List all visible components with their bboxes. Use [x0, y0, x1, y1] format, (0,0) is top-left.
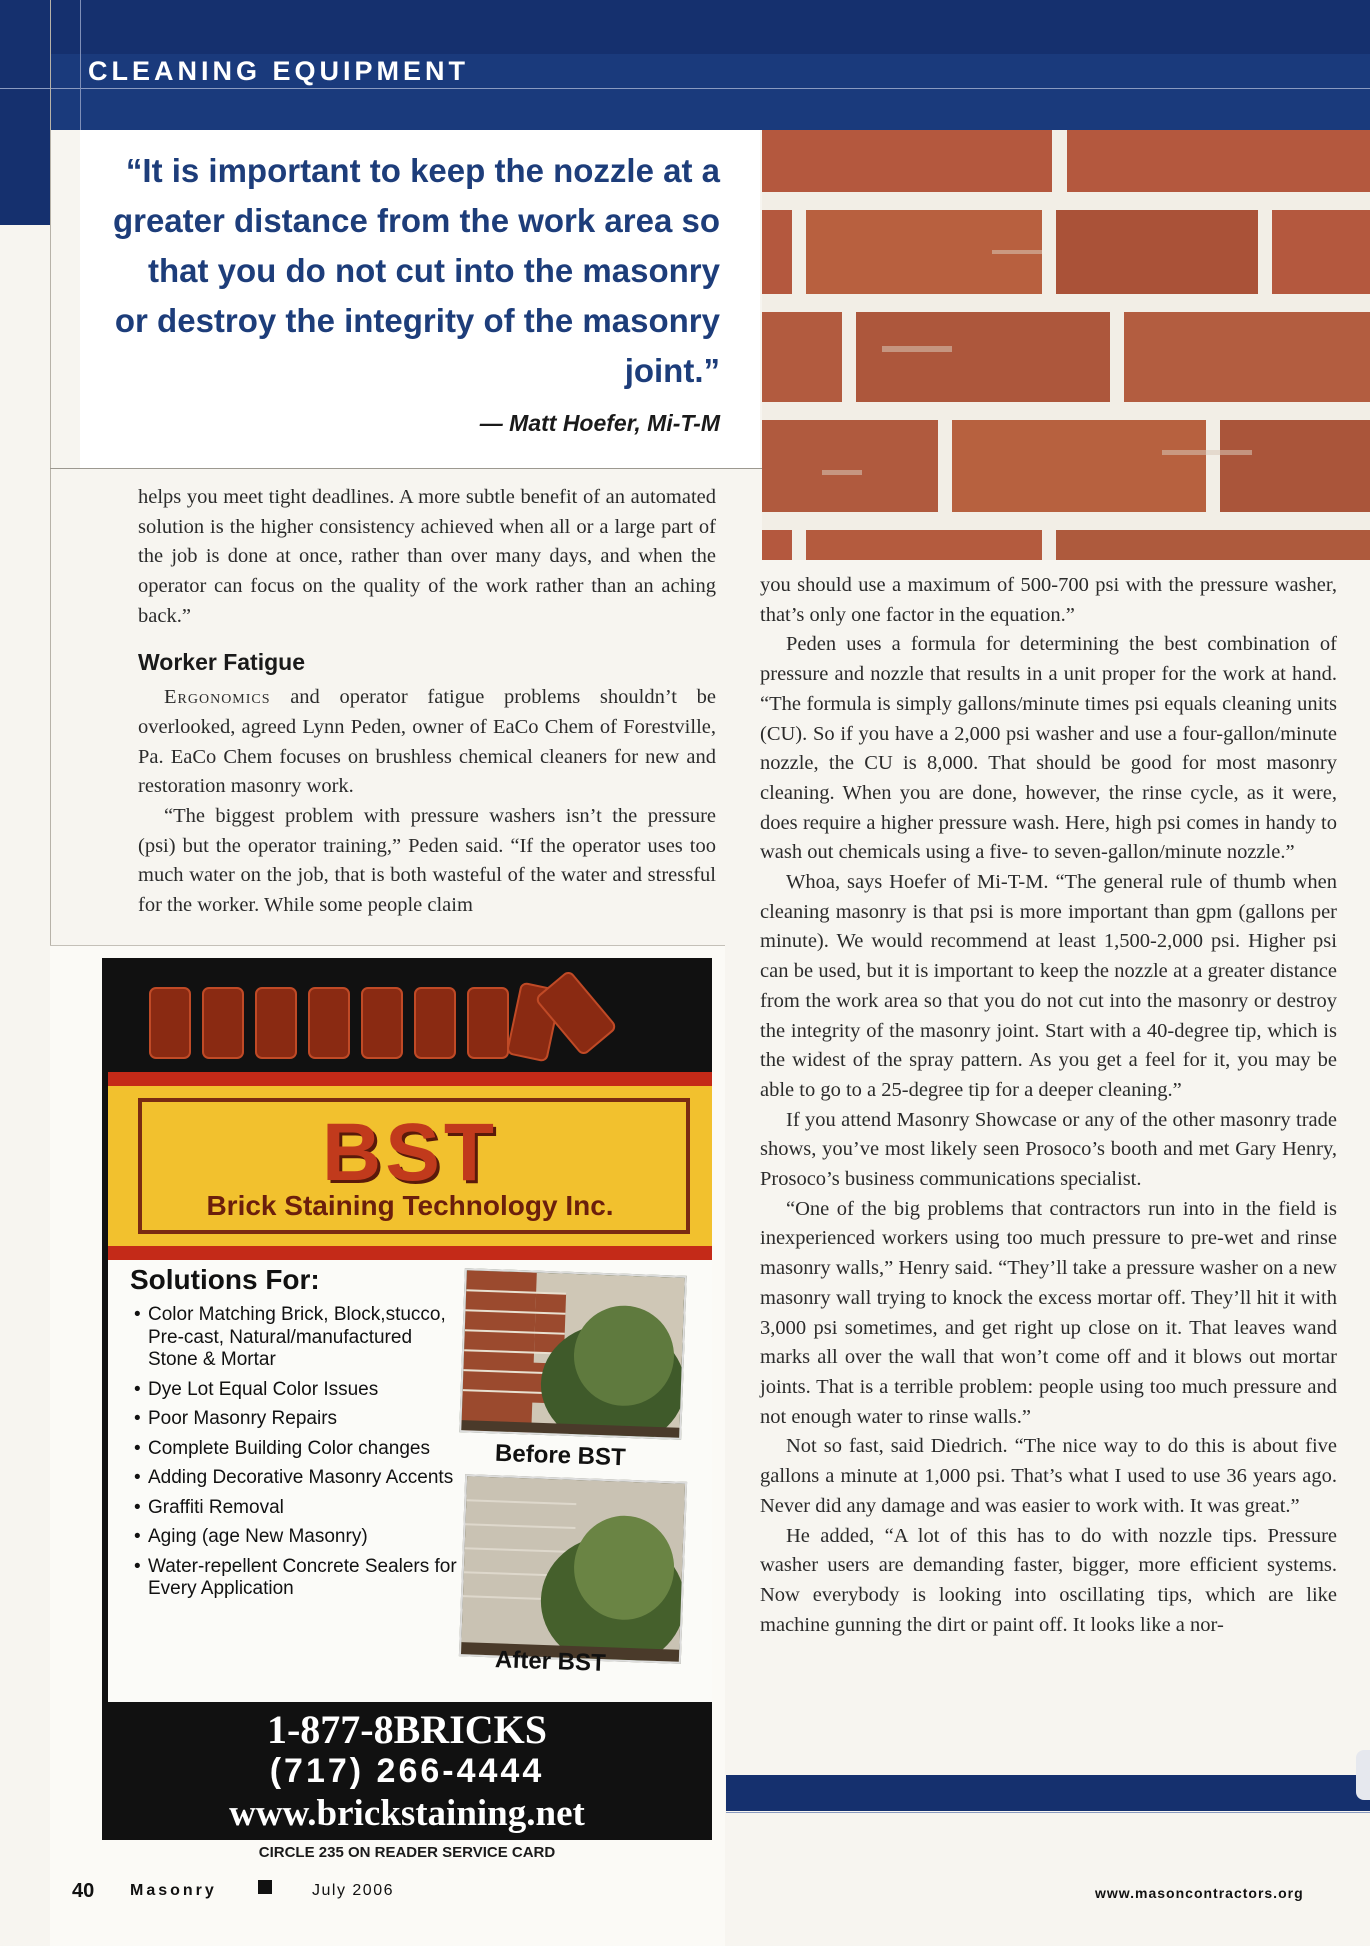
- footer-url[interactable]: www.masoncontractors.org: [1095, 1885, 1304, 1901]
- ad-company-name: Brick Staining Technology Inc.: [206, 1190, 614, 1221]
- paragraph: Not so fast, said Diedrich. “The nice way to do this is about five gallons a minute at 1,000 psi. That’s what I used to use 36 years ago. Never did any damage and was easier to work with. It was great.”: [760, 1435, 1337, 1517]
- magazine-name: Masonry: [130, 1882, 217, 1899]
- lead-in: Ergonomics: [164, 686, 271, 709]
- list-item: • Graffiti Removal: [134, 1497, 464, 1520]
- after-image: [461, 1476, 685, 1661]
- issue-date: July 2006: [312, 1882, 394, 1899]
- paragraph: Ergonomics and operator fatigue problems shouldn’t be overlooked, agreed Lynn Peden, owner of EaCo Chem of Forestville, Pa. EaCo Chem focuses on brushless chemical cleaners for new and restoration masonry work.: [138, 686, 716, 798]
- paragraph: helps you meet tight deadlines. A more subtle benefit of an automated solution is the higher consistency achieved when all or a large part of the job is done at once, rather than over many days, and when the operator can focus on the quality of the work rather than an aching back.”: [138, 486, 716, 627]
- pull-quote-attribution: — Matt Hoefer, Mi-T-M: [479, 410, 720, 436]
- paragraph: “One of the big problems that contractors run into in the field is inexperienced workers using too much pressure to pre-wet and rinse masonry walls,” Henry said. “They’ll take a pressure washer on a new masonry wall trying to knock the excess mortar off. They’ll hit it with 3,000 psi sometimes, and get right up close on it. That leaves wand marks all over the wall that won’t come off and it blows out mortar joints. That is a terrible problem: people using too much pressure and not enough water to rinse walls.”: [760, 1197, 1337, 1428]
- list-item: • Adding Decorative Masonry Accents: [134, 1467, 464, 1490]
- before-caption: Before BST: [494, 1439, 627, 1472]
- separator-square: [258, 1880, 272, 1894]
- list-item: • Dye Lot Equal Color Issues: [134, 1379, 464, 1402]
- page-number: 40: [72, 1880, 95, 1902]
- brick-wall-image: [762, 130, 1370, 560]
- article-column-1: [138, 483, 716, 921]
- ad-phone-vanity[interactable]: 1-877-8BRICKS: [266, 1707, 548, 1752]
- bst-logo: BST: [322, 1107, 498, 1198]
- paragraph: you should use a maximum of 500-700 psi with the pressure washer, that’s only one factor in the equation.”: [760, 574, 1337, 626]
- ad-solutions-heading: Solutions For:: [130, 1264, 320, 1295]
- after-photo: [459, 1474, 687, 1664]
- pull-quote-text: “It is important to keep the nozzle at a greater distance from the work area so that you do not cut into the masonry or destroy the integrity of the masonry joint.”: [112, 152, 720, 389]
- page-edge-tab: [1356, 1750, 1370, 1800]
- header-band-left: [0, 0, 50, 225]
- list-item: • Aging (age New Masonry): [134, 1526, 464, 1549]
- pull-quote-rule: [50, 468, 762, 469]
- ad-website-link[interactable]: www.brickstaining.net: [229, 1793, 585, 1834]
- paragraph: He added, “A lot of this has to do with nozzle tips. Pressure washer users are demanding faster, bigger, more efficient systems. Now everybody is looking into oscillating tips, which are like machine gunning the dirt or paint off. It looks like a nor-: [760, 1524, 1337, 1636]
- header-tick: [80, 0, 81, 140]
- before-photo: [459, 1268, 687, 1440]
- list-item: • Complete Building Color changes: [134, 1438, 464, 1461]
- list-item: • Water-repellent Concrete Sealers for Every Application: [134, 1556, 464, 1601]
- paragraph: Whoa, says Hoefer of Mi-T-M. “The general rule of thumb when cleaning masonry is that psi is more important than gpm (gallons per minute). We would recommend at least 1,500-2,000 psi. Higher psi can be used, but it is important to keep the nozzle at a greater distance from the work area so that you do not cut into the masonry or destroy the integrity of the masonry joint. Start with a 40-degree tip, which is the widest of the spray pattern. As you get a feel for it, you may be able to go to a 25-degree tip for a deeper cleaning.”: [760, 871, 1337, 1101]
- paragraph: “The biggest problem with pressure washers isn’t the pressure (psi) but the operator training,” Peden said. “If the operator uses too much water on the job, that is both wasteful of the water and stressful for the worker. While some people claim: [138, 805, 716, 917]
- section-label: CLEANING EQUIPMENT: [88, 56, 470, 86]
- paragraph: Peden uses a formula for determining the best combination of pressure and nozzle that results in a unit proper for the work at hand. “The formula is simply gallons/minute times psi equals cleaning units (CU). So if you have a 2,000 psi washer and use a four-gallon/minute nozzle, the CU is 8,000. That should be good for most masonry cleaning. When you are done, however, the rinse cycle, as it were, does require a higher pressure wash. Here, high psi comes in handy to wash out chemicals using a five- to seven-gallon/minute nozzle.”: [760, 633, 1337, 864]
- ad-stripe: [108, 1246, 712, 1260]
- brick-wall-photo: [762, 130, 1370, 560]
- footer-band: [726, 1775, 1370, 1811]
- paragraph: If you attend Masonry Showcase or any of the other masonry trade shows, you’ve most likely seen Prosoco’s booth and met Gary Henry, Prosoco’s business communications specialist.: [760, 1108, 1337, 1191]
- list-item: • Poor Masonry Repairs: [134, 1408, 464, 1431]
- footer-rule: [726, 1812, 1370, 1813]
- ad-solutions-list: [134, 1304, 464, 1608]
- ad-phone-number[interactable]: (717) 266-4444: [269, 1752, 545, 1790]
- after-caption: After BST: [494, 1646, 607, 1677]
- brick-row-graphic: [102, 958, 712, 1072]
- list-item: • Color Matching Brick, Block,stucco, Pre-cast, Natural/manufactured Stone & Mortar: [134, 1304, 464, 1372]
- reader-service-note: CIRCLE 235 ON READER SERVICE CARD: [258, 1844, 556, 1861]
- ad-stripe: [108, 1072, 712, 1086]
- before-image: [461, 1270, 684, 1438]
- article-column-2: [760, 571, 1337, 1640]
- header-rule: [0, 88, 1370, 89]
- subhead: Worker Fatigue: [138, 648, 305, 675]
